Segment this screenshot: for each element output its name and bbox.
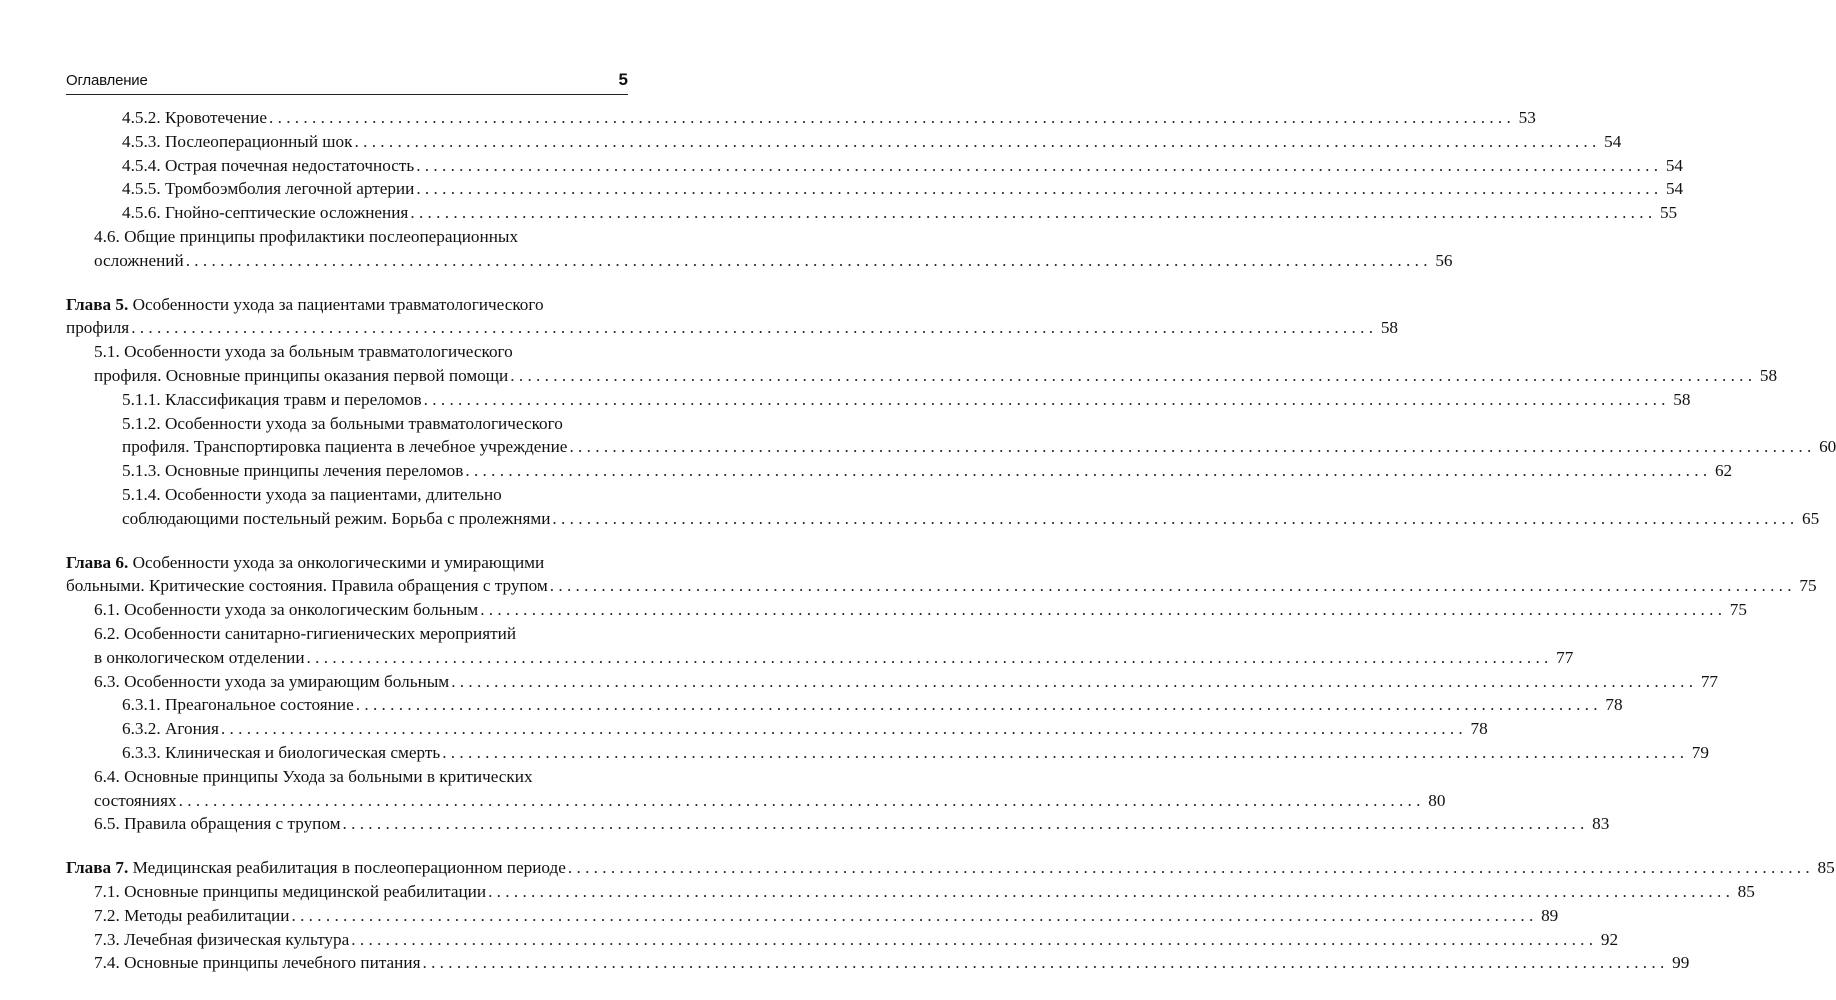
toc-entry-title: 5.1.3. Основные принципы лечения переломов: [122, 461, 464, 481]
toc-entry-page: 54: [1604, 131, 1622, 151]
toc-entry-title: 4.5.5. Тромбоэмболия легочной артерии: [122, 179, 415, 199]
toc-entry[interactable]: [66, 106, 1536, 130]
toc-entry-title-line2: профиля. Транспортировка пациента в лечебное учреждение: [122, 437, 568, 457]
toc-entry-page: 55: [1659, 203, 1678, 223]
dot-leader: [422, 951, 1664, 975]
dot-leader: [550, 574, 1792, 598]
chapter-title: Медицинская реабилитация в послеоперационном периоде: [132, 858, 566, 878]
toc-entry-title-line1: 5.1.4. Особенности ухода за пациентами, длительно: [122, 484, 502, 504]
toc-entry[interactable]: [66, 201, 1678, 225]
toc-entry-page: 53: [1518, 108, 1536, 127]
toc-entry-title: 6.1. Особенности ухода за онкологическим больным: [94, 600, 479, 620]
toc-entry-page: 92: [1600, 929, 1619, 949]
toc-entry[interactable]: [66, 928, 1619, 952]
dot-leader: [416, 177, 1658, 201]
toc-entry-title-line2: соблюдающими постельный режим. Борьба с пролежнями: [122, 508, 551, 528]
toc-entry-page: 56: [1435, 250, 1453, 270]
chapter-title-line1: Особенности ухода за пациентами травматологического: [132, 294, 544, 314]
dot-leader: [269, 106, 1511, 130]
dot-leader: [356, 693, 1598, 717]
toc-entry-title: 4.5.2. Кровотечение: [122, 108, 267, 127]
toc-entry[interactable]: [66, 598, 1747, 622]
toc-entry-title-line2: профиля. Основные принципы оказания первой помощи: [94, 365, 509, 385]
dot-leader: [424, 388, 1666, 412]
toc-entry-title-line1: 4.6. Общие принципы профилактики послеоперационных: [94, 226, 519, 246]
toc-chapter-5[interactable]: [66, 293, 1398, 341]
chapter-title-line2: профиля: [66, 318, 130, 338]
chapter-title-line1: Особенности ухода за онкологическими и умирающими: [132, 552, 545, 572]
toc-entry-title-line1: 6.2. Особенности санитарно-гигиенических мероприятий: [94, 623, 517, 643]
toc-entry-title-line1: 6.4. Основные принципы Ухода за больными в критических: [94, 766, 533, 786]
toc-entry-title: 4.5.3. Послеоперационный шок: [122, 131, 353, 151]
toc-entry-title: 7.2. Методы реабилитации: [94, 905, 290, 925]
dot-leader: [480, 598, 1722, 622]
toc-entry-page: 54: [1665, 155, 1683, 175]
toc-entry[interactable]: [66, 670, 1718, 694]
running-header: [66, 68, 628, 95]
toc-entry[interactable]: [66, 225, 1453, 273]
dot-leader: [416, 154, 1658, 178]
toc-entry[interactable]: [66, 483, 1820, 531]
dot-leader: [488, 880, 1730, 904]
toc-entry-page: 78: [1470, 719, 1488, 739]
dot-leader: [131, 316, 1373, 340]
toc-entry-title: 6.3.3. Клиническая и биологическая смерть: [122, 742, 441, 762]
toc-entry-title: 5.1.1. Классификация травм и переломов: [122, 389, 422, 409]
dot-leader: [510, 364, 1752, 388]
toc-entry-page: 89: [1541, 905, 1559, 925]
toc-entry-title-line2: состояниях: [94, 790, 177, 810]
toc-entry-page: 83: [1592, 814, 1610, 834]
toc-entry-page: 58: [1759, 365, 1778, 385]
toc-entry-page: 75: [1799, 576, 1817, 596]
toc-entry[interactable]: [66, 741, 1709, 765]
toc-entry-title-line1: 5.1.2. Особенности ухода за больными травматологического: [122, 413, 563, 433]
toc-entry-page: 80: [1428, 790, 1446, 810]
toc-entry-title-line1: 5.1. Особенности ухода за больным травматологического: [94, 342, 513, 362]
page-number: 5: [618, 70, 628, 89]
dot-leader: [343, 812, 1585, 836]
toc-entry-title: 6.3.1. Преагональное состояние: [122, 695, 354, 715]
header-title: Оглавление: [66, 72, 148, 89]
toc-chapter-6[interactable]: [66, 551, 1817, 599]
toc-entry[interactable]: [66, 177, 1684, 201]
dot-leader: [465, 459, 1707, 483]
chapter-label: Глава 5.: [66, 294, 129, 314]
toc-entry-title: 6.3.2. Агония: [122, 719, 219, 739]
toc-entry-page: 79: [1691, 742, 1709, 762]
chapter-label: Глава 7.: [66, 858, 129, 878]
toc-entry-title: 6.5. Правила обращения с трупом: [94, 814, 341, 834]
dot-leader: [442, 741, 1684, 765]
toc-entry[interactable]: [66, 622, 1574, 670]
toc-entry-title: 6.3. Особенности ухода за умирающим больным: [94, 671, 450, 691]
toc-entry-title: 4.5.6. Гнойно-септические осложнения: [122, 203, 409, 223]
toc-entry-title: 7.1. Основные принципы медицинской реабилитации: [94, 881, 487, 901]
dot-leader: [451, 670, 1693, 694]
toc-entry-page: 85: [1817, 858, 1835, 878]
toc-entry[interactable]: [66, 717, 1488, 741]
dot-leader: [351, 928, 1593, 952]
toc-entry-page: 77: [1700, 671, 1718, 691]
dot-leader: [186, 249, 1428, 273]
toc-entry-title: 7.4. Основные принципы лечебного питания: [94, 953, 421, 973]
toc-entry[interactable]: [66, 765, 1446, 813]
dot-leader: [410, 201, 1652, 225]
dot-leader: [355, 130, 1597, 154]
toc-entry[interactable]: [66, 388, 1691, 412]
toc-entry-page: 60: [1819, 437, 1836, 457]
toc-entry[interactable]: [66, 154, 1683, 178]
toc-entry[interactable]: [66, 951, 1690, 975]
toc-entry[interactable]: [66, 130, 1622, 154]
toc-entry-page: 77: [1556, 647, 1574, 667]
dot-leader: [569, 435, 1811, 459]
dot-leader: [221, 717, 1463, 741]
toc-entry[interactable]: [66, 412, 1836, 460]
dot-leader: [568, 856, 1810, 880]
toc-entry[interactable]: [66, 812, 1610, 836]
toc-entry-page: 85: [1737, 881, 1755, 901]
toc-entry-page: 62: [1714, 461, 1733, 481]
toc-entry-title-line2: в онкологическом отделении: [94, 647, 305, 667]
toc-entry-page: 75: [1729, 600, 1747, 620]
toc-entry-title: 7.3. Лечебная физическая культура: [94, 929, 350, 949]
toc-entry-page: 65: [1802, 508, 1820, 528]
dot-leader: [307, 646, 1549, 670]
table-of-contents: [66, 106, 1836, 975]
toc-entry-page: 54: [1665, 179, 1684, 199]
toc-entry-page: 58: [1380, 318, 1398, 338]
chapter-label: Глава 6.: [66, 552, 129, 572]
toc-entry-page: 58: [1673, 389, 1691, 409]
dot-leader: [179, 789, 1421, 813]
toc-entry-title-line2: осложнений: [94, 250, 184, 270]
toc-entry[interactable]: [66, 459, 1733, 483]
dot-leader: [552, 507, 1794, 531]
toc-entry-page: 78: [1605, 695, 1623, 715]
toc-entry-title: 4.5.4. Острая почечная недостаточность: [122, 155, 415, 175]
toc-entry[interactable]: [66, 904, 1559, 928]
toc-entry[interactable]: [66, 880, 1755, 904]
chapter-title-line2: больными. Критические состояния. Правила обращения с трупом: [66, 576, 548, 596]
toc-entry[interactable]: [66, 693, 1623, 717]
toc-entry[interactable]: [66, 340, 1778, 388]
toc-chapter-7[interactable]: [66, 856, 1835, 880]
dot-leader: [291, 904, 1533, 928]
toc-entry-page: 99: [1672, 953, 1690, 973]
